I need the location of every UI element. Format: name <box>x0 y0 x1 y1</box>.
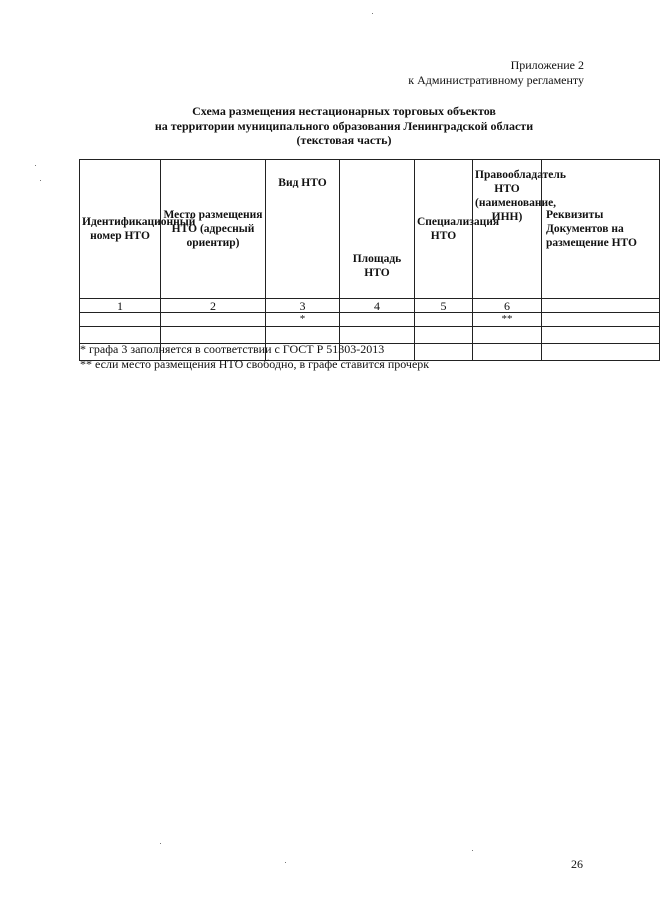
header-cell: Правообладатель НТО (наименование, ИНН) <box>473 160 542 299</box>
table-cell <box>80 327 161 344</box>
column-number: 3 <box>266 299 340 313</box>
appendix-line-1: Приложение 2 <box>510 58 584 72</box>
footnote-1: * графа 3 заполняется в соответствии с ГОСТ Р 51303-2013 <box>80 342 385 356</box>
scan-speck <box>372 13 373 14</box>
table-cell <box>161 313 266 327</box>
document-title <box>64 104 624 148</box>
table-cell <box>473 327 542 344</box>
column-number: 6 <box>473 299 542 313</box>
table-cell <box>340 327 415 344</box>
scan-speck <box>40 180 41 181</box>
column-number: 4 <box>340 299 415 313</box>
table-cell <box>542 327 660 344</box>
column-number: 5 <box>415 299 473 313</box>
table-cell <box>473 344 542 361</box>
header-cell: Специализация НТО <box>415 160 473 299</box>
scheme-table-wrapper <box>79 159 637 343</box>
table-cell <box>542 313 660 327</box>
table-cell <box>340 313 415 327</box>
scan-speck <box>285 862 286 863</box>
table-cell <box>266 327 340 344</box>
table-cell: ** <box>473 313 542 327</box>
scheme-table <box>79 159 660 361</box>
page-number: 26 <box>571 857 583 871</box>
table-cell <box>161 327 266 344</box>
header-cell: Реквизиты Документов на размещение НТО <box>542 160 660 299</box>
appendix-line-2: к Административному регламенту <box>408 73 584 87</box>
title-line-2: на территории муниципального образования Ленинградской области <box>154 118 534 133</box>
footnotes <box>80 342 429 371</box>
table-cell: * <box>266 313 340 327</box>
table-row <box>80 313 660 327</box>
header-cell: Идентификационный номер НТО <box>80 160 161 299</box>
appendix-header <box>408 58 584 88</box>
scan-speck <box>35 165 36 166</box>
column-number: 2 <box>161 299 266 313</box>
title-line-3: (текстовая часть) <box>296 133 392 147</box>
table-cell <box>415 327 473 344</box>
scan-speck <box>472 850 473 851</box>
column-number <box>542 299 660 313</box>
header-cell: Место размещения НТО (адресный ориентир) <box>161 160 266 299</box>
column-number: 1 <box>80 299 161 313</box>
table-cell <box>542 344 660 361</box>
footnote-2: ** если место размещения НТО свободно, в графе ставится прочерк <box>80 356 430 371</box>
table-header-row <box>80 160 660 299</box>
header-cell: Вид НТО <box>266 160 340 299</box>
header-cell: Площадь НТО <box>340 160 415 299</box>
table-cell <box>415 313 473 327</box>
title-line-1: Схема размещения нестационарных торговых объектов <box>192 104 496 118</box>
table-cell <box>80 313 161 327</box>
table-row <box>80 299 660 313</box>
table-row <box>80 327 660 344</box>
scan-speck <box>160 843 161 844</box>
